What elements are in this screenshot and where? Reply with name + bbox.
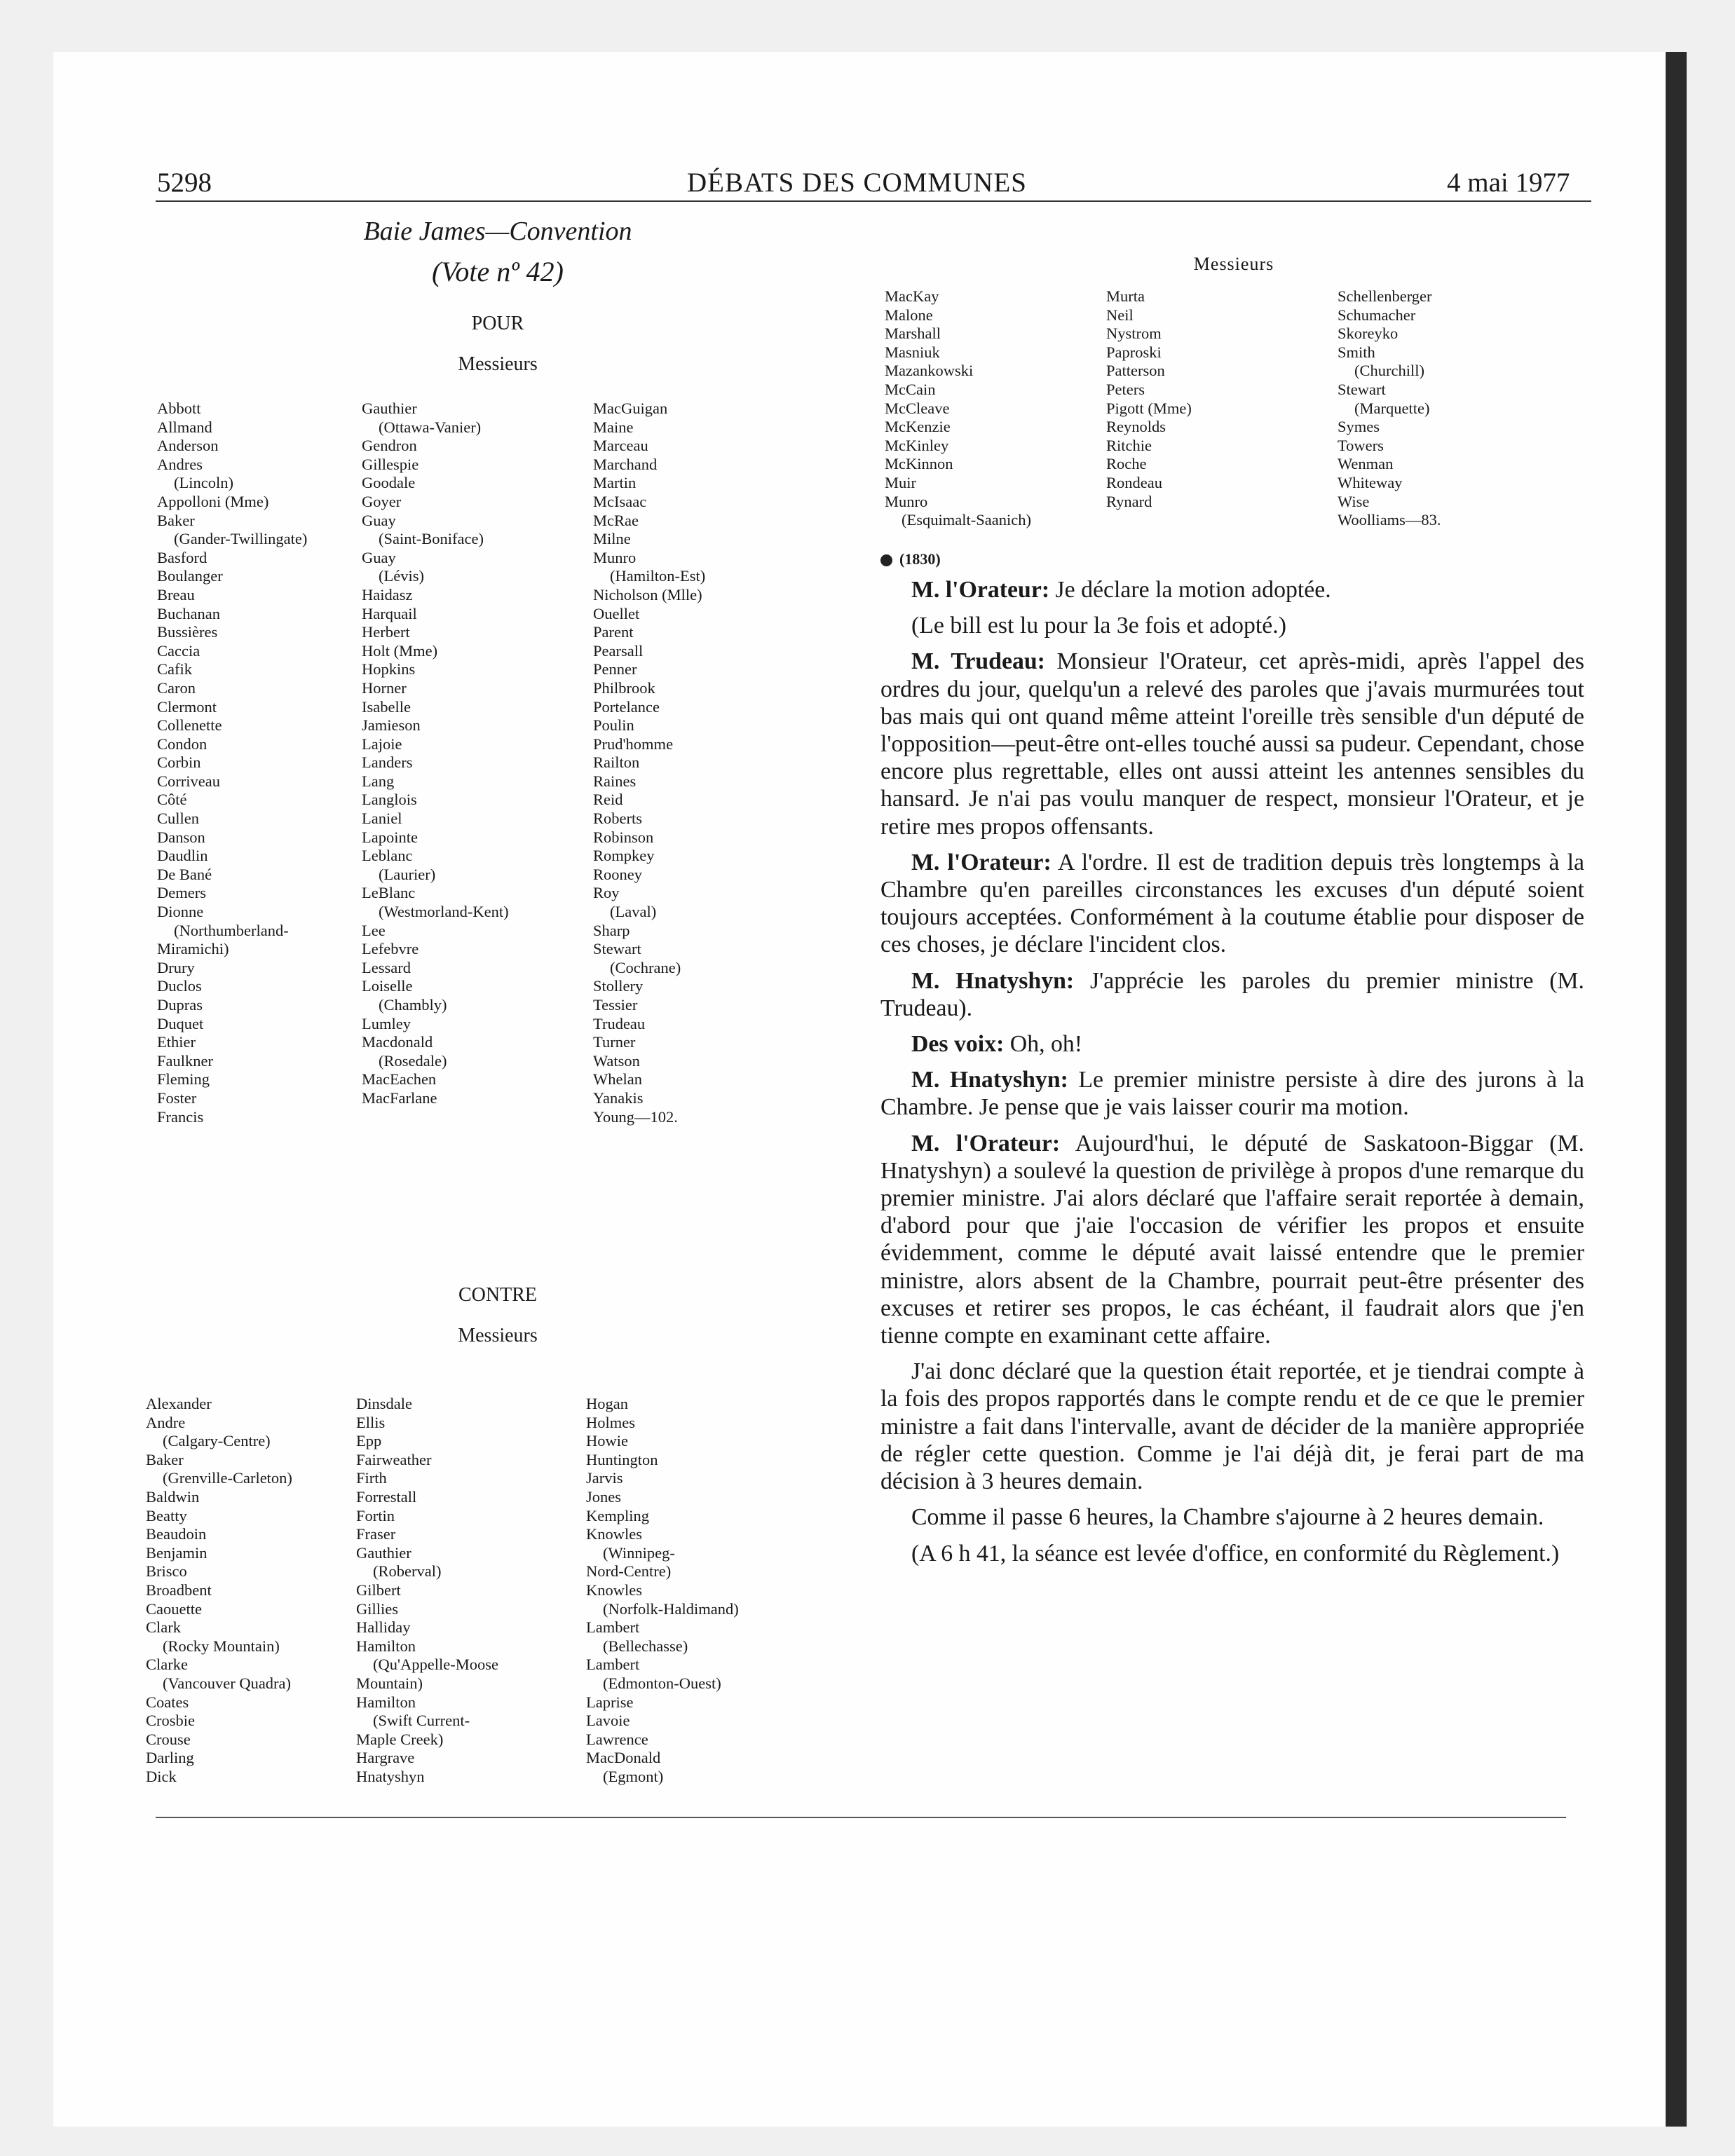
list-item: Faulkner xyxy=(157,1051,213,1070)
list-item: (Hamilton-Est) xyxy=(610,567,706,585)
list-item: Lumley xyxy=(362,1014,411,1032)
list-item: (Westmorland-Kent) xyxy=(379,903,509,921)
list-item: Holmes xyxy=(586,1413,635,1431)
list-item: Hargrave xyxy=(356,1749,415,1767)
list-item: Andres xyxy=(157,455,203,473)
list-item: (Esquimalt-Saanich) xyxy=(901,511,1031,529)
list-item: Dinsdale xyxy=(356,1395,412,1412)
list-item: MacEachen xyxy=(362,1070,437,1089)
list-item: Abbott xyxy=(157,400,201,417)
list-item: Stewart xyxy=(1338,380,1386,398)
pour-column-2 xyxy=(362,400,509,1108)
list-item: Towers xyxy=(1338,436,1384,454)
list-item: De Bané xyxy=(157,865,212,883)
list-item: Duclos xyxy=(157,977,202,995)
list-item: Firth xyxy=(356,1469,387,1487)
list-item: (Swift Current- xyxy=(373,1712,470,1730)
list-item: McCleave xyxy=(885,399,950,417)
list-item: Poulin xyxy=(593,716,634,735)
list-item: Landers xyxy=(362,753,413,772)
list-item: LeBlanc xyxy=(362,884,416,902)
list-item: Ritchie xyxy=(1106,436,1152,454)
list-item: Hnatyshyn xyxy=(356,1767,425,1785)
list-item: Breau xyxy=(157,585,195,603)
list-item: Murta xyxy=(1106,287,1145,305)
list-item: Jones xyxy=(586,1487,621,1506)
list-item: (Calgary-Centre) xyxy=(163,1432,271,1450)
list-item: Crouse xyxy=(146,1730,191,1748)
list-item: Yanakis xyxy=(593,1089,644,1107)
list-item: Turner xyxy=(593,1033,636,1051)
list-item: Duquet xyxy=(157,1014,204,1032)
list-item: Cafik xyxy=(157,660,192,678)
list-item: Baldwin xyxy=(146,1487,200,1506)
list-item: Langlois xyxy=(362,791,417,809)
paragraph xyxy=(880,576,1584,603)
paragraph xyxy=(880,648,1584,840)
list-item: McKinley xyxy=(885,436,949,454)
list-item: Trudeau xyxy=(593,1014,646,1032)
list-item: Gillies xyxy=(356,1599,398,1618)
list-item: Caron xyxy=(157,678,196,697)
list-item: Philbrook xyxy=(593,678,655,697)
list-item: Macdonald xyxy=(362,1033,433,1051)
pour-column-3 xyxy=(593,400,705,1126)
list-item: Mountain) xyxy=(356,1674,423,1692)
paragraph-text: Monsieur l'Orateur, cet après-midi, après l'appel des ordres du jour, quelqu'un a relevé des paroles que j'avais murmurées tout bas mais qui ont quand même atteint l'oreille très sensible d'un député de l'opposition—peut-être ont-elles touché aussi sa pudeur. Cependant, chose encore plus regrettable, elles ont aussi atteint les antennes sensibles du hansard. Je n'ai pas voulu manquer de respect, monsieur l'Orateur, et je retire mes propos offensants. xyxy=(880,648,1584,840)
list-item: Smith xyxy=(1338,343,1375,361)
list-item: Ellis xyxy=(356,1413,386,1431)
list-item: Maple Creek) xyxy=(356,1730,444,1748)
list-item: Beaudoin xyxy=(146,1525,207,1543)
list-item: Hogan xyxy=(586,1395,628,1412)
list-item: Gauthier xyxy=(362,400,417,417)
list-item: Ethier xyxy=(157,1033,196,1051)
list-item: (Roberval) xyxy=(373,1562,442,1581)
list-item: MacKay xyxy=(885,287,939,305)
speaker-name: M. Hnatyshyn: xyxy=(911,967,1075,994)
list-item: Tessier xyxy=(593,996,638,1014)
paragraph xyxy=(880,849,1584,959)
contre-heading: CONTRE xyxy=(458,1284,537,1306)
list-item: Fairweather xyxy=(356,1450,432,1468)
list-item: Penner xyxy=(593,660,637,678)
time-marker-text: (1830) xyxy=(899,550,941,568)
list-item: Sharp xyxy=(593,921,630,939)
paragraph xyxy=(880,967,1584,1022)
list-item: Mazankowski xyxy=(885,362,974,380)
list-item: Herbert xyxy=(362,623,410,641)
paragraph-text: Aujourd'hui, le député de Saskatoon-Biggar (M. Hnatyshyn) a soulevé la question de privilège à propos d'une remarque du premier ministre. J'ai alors déclaré que l'affaire serait reportée à demain, d'abord pour que j'aie l'occasion de vérifier les propos et ensuite évidemment, comme le député avait laissé entendre que le premier ministre, alors absent de la Chambre, pourrait peut-être présenter des excuses et retirer ses propos, le cas échéant, il faudrait alors que j'en tienne compte en examinant cette affaire. xyxy=(880,1130,1584,1349)
list-item: Clermont xyxy=(157,697,217,716)
speaker-name: M. l'Orateur: xyxy=(911,577,1050,603)
list-item: Boulanger xyxy=(157,567,223,585)
contre-column-5 xyxy=(1106,287,1192,511)
list-item: Gauthier xyxy=(356,1543,411,1562)
list-item: Nicholson (Mlle) xyxy=(593,585,702,603)
list-item: Caccia xyxy=(157,641,200,660)
list-item: Whelan xyxy=(593,1070,642,1089)
list-item: McKenzie xyxy=(885,418,951,436)
list-item: MacDonald xyxy=(586,1749,661,1767)
list-item: Gillespie xyxy=(362,455,419,473)
list-item: (Rocky Mountain) xyxy=(163,1637,280,1655)
list-item: Anderson xyxy=(157,437,219,455)
speaker-name: M. Trudeau: xyxy=(911,648,1045,675)
speaker-name: Des voix: xyxy=(911,1031,1005,1058)
list-item: Patterson xyxy=(1106,362,1165,380)
list-item: Fleming xyxy=(157,1070,210,1089)
list-item: Harquail xyxy=(362,604,417,622)
list-item: Knowles xyxy=(586,1581,642,1599)
list-item: Munro xyxy=(593,548,637,566)
list-item: Lefebvre xyxy=(362,940,419,958)
list-item: Basford xyxy=(157,548,207,566)
list-item: Corriveau xyxy=(157,772,220,790)
list-item: Rondeau xyxy=(1106,473,1162,491)
list-item: Martin xyxy=(593,474,637,492)
list-item: Beatty xyxy=(146,1506,187,1524)
list-item: Fraser xyxy=(356,1525,396,1543)
list-item: Dick xyxy=(146,1767,177,1785)
list-item: McCain xyxy=(885,380,936,398)
list-item: Jamieson xyxy=(362,716,421,735)
speaker-name: M. l'Orateur: xyxy=(911,1130,1061,1157)
list-item: Malone xyxy=(885,306,933,324)
list-item: Rompkey xyxy=(593,847,655,865)
contre-subheading: Messieurs xyxy=(458,1325,538,1346)
contre-column-4 xyxy=(885,287,1031,530)
list-item: Schumacher xyxy=(1338,306,1416,324)
contre-column-1 xyxy=(146,1395,292,1786)
list-item: Reynolds xyxy=(1106,418,1166,436)
paragraph-text: A l'ordre. Il est de tradition depuis très longtemps à la Chambre qu'en pareilles circonstances les excuses d'un député soient toujours acceptées. Conformément à la coutume établie pour disposer de ces choses, je déclare l'incident clos. xyxy=(880,849,1584,958)
list-item: Parent xyxy=(593,623,634,641)
list-item: Laprise xyxy=(586,1693,634,1711)
list-item: Lambert xyxy=(586,1656,640,1674)
list-item: (Edmonton-Ouest) xyxy=(603,1674,721,1692)
vote-number: (Vote nº 42) xyxy=(432,256,564,287)
list-item: Baker xyxy=(157,511,195,529)
list-item: Ouellet xyxy=(593,604,640,622)
list-item: Brisco xyxy=(146,1562,187,1581)
list-item: Leblanc xyxy=(362,847,413,865)
list-item: Buchanan xyxy=(157,604,220,622)
list-item: Drury xyxy=(157,958,195,976)
paragraph-text: Comme il passe 6 heures, la Chambre s'ajourne à 2 heures demain. xyxy=(911,1504,1544,1531)
list-item: Coates xyxy=(146,1693,189,1711)
list-item: Laniel xyxy=(362,810,402,828)
pour-heading: POUR xyxy=(471,313,524,334)
paragraph-text: (Le bill est lu pour la 3e fois et adopté.) xyxy=(911,613,1286,639)
list-item: Clark xyxy=(146,1618,181,1637)
list-item: Epp xyxy=(356,1432,382,1450)
list-item: MacFarlane xyxy=(362,1089,437,1107)
list-item: Lajoie xyxy=(362,735,402,753)
paragraph xyxy=(880,1130,1584,1350)
list-item: Crosbie xyxy=(146,1712,195,1730)
list-item: Rynard xyxy=(1106,492,1152,510)
list-item: Gilbert xyxy=(356,1581,401,1599)
list-item: Darling xyxy=(146,1749,194,1767)
list-item: Danson xyxy=(157,828,205,846)
list-item: Halliday xyxy=(356,1618,411,1637)
list-item: Muir xyxy=(885,473,916,491)
list-item: Marchand xyxy=(593,455,658,473)
paragraph-text: Oh, oh! xyxy=(1004,1031,1083,1058)
list-item: Neil xyxy=(1106,306,1134,324)
list-item: Wenman xyxy=(1338,455,1394,473)
list-item: (Marquette) xyxy=(1354,399,1430,417)
list-item: Paproski xyxy=(1106,343,1162,361)
list-item: Bussières xyxy=(157,623,218,641)
list-item: Fortin xyxy=(356,1506,395,1524)
list-item: Railton xyxy=(593,753,640,772)
scan-edge-bar xyxy=(1666,52,1687,2127)
contre-subheading-2: Messieurs xyxy=(1193,254,1274,274)
contre-column-2 xyxy=(356,1395,498,1786)
debate-text xyxy=(880,576,1584,1576)
list-item: Lapointe xyxy=(362,828,418,846)
paragraph xyxy=(880,612,1584,639)
list-item: (Ottawa-Vanier) xyxy=(379,418,482,436)
list-item: Knowles xyxy=(586,1525,642,1543)
list-item: Robinson xyxy=(593,828,654,846)
list-item: Collenette xyxy=(157,716,222,735)
pour-column-1 xyxy=(157,400,307,1126)
list-item: (Churchill) xyxy=(1354,362,1424,380)
list-item: Isabelle xyxy=(362,697,411,716)
list-item: Gendron xyxy=(362,437,417,455)
vote-title: Baie James—Convention xyxy=(363,217,632,246)
paragraph xyxy=(880,1503,1584,1531)
list-item: Lessard xyxy=(362,958,411,976)
speaker-name: M. l'Orateur: xyxy=(911,849,1052,875)
paragraph-text: J'apprécie les paroles du premier ministre (M. Trudeau). xyxy=(880,967,1584,1021)
list-item: Roberts xyxy=(593,810,642,828)
list-item: (Gander-Twillingate) xyxy=(174,530,308,548)
list-item: Caouette xyxy=(146,1599,202,1618)
list-item: Jarvis xyxy=(586,1469,623,1487)
list-item: Masniuk xyxy=(885,343,940,361)
page-title: DÉBATS DES COMMUNES xyxy=(687,168,1027,198)
list-item: Reid xyxy=(593,791,623,809)
list-item: Skoreyko xyxy=(1338,325,1399,343)
list-item: Côté xyxy=(157,791,187,809)
list-item: Munro xyxy=(885,492,928,510)
list-item: Portelance xyxy=(593,697,660,716)
list-item: (Rosedale) xyxy=(379,1051,447,1070)
pour-subheading: Messieurs xyxy=(458,353,538,375)
list-item: Woolliams—83. xyxy=(1338,511,1441,529)
list-item: (Bellechasse) xyxy=(603,1637,688,1655)
paragraph-text: Le premier ministre persiste à dire des jurons à la Chambre. Je pense que je vais laisser courir ma motion. xyxy=(880,1067,1584,1121)
list-item: Milne xyxy=(593,530,631,548)
list-item: Lambert xyxy=(586,1618,640,1637)
list-item: Stollery xyxy=(593,977,644,995)
list-item: Baker xyxy=(146,1450,184,1468)
paragraph xyxy=(880,1540,1584,1567)
list-item: MacGuigan xyxy=(593,400,668,417)
list-item: Pearsall xyxy=(593,641,644,660)
contre-column-6 xyxy=(1338,287,1441,530)
list-item: Daudlin xyxy=(157,847,208,865)
list-item: McIsaac xyxy=(593,492,647,510)
list-item: (Lévis) xyxy=(379,567,424,585)
list-item: (Qu'Appelle-Moose xyxy=(373,1656,499,1674)
list-item: Howie xyxy=(586,1432,628,1450)
page-number: 5298 xyxy=(157,168,212,198)
list-item: Raines xyxy=(593,772,637,790)
list-item: Alexander xyxy=(146,1395,212,1412)
list-item: Lavoie xyxy=(586,1712,630,1730)
list-item: Rooney xyxy=(593,865,642,883)
list-item: Pigott (Mme) xyxy=(1106,399,1192,417)
list-item: Huntington xyxy=(586,1450,658,1468)
list-item: Maine xyxy=(593,418,634,436)
list-item: Guay xyxy=(362,548,396,566)
list-item: Hamilton xyxy=(356,1693,416,1711)
list-item: (Lincoln) xyxy=(174,474,233,492)
list-item: Corbin xyxy=(157,753,201,772)
paragraph-text: (A 6 h 41, la séance est levée d'office, en conformité du Règlement.) xyxy=(911,1540,1560,1567)
list-item: Peters xyxy=(1106,380,1145,398)
list-item: Forrestall xyxy=(356,1487,417,1506)
list-item: Goyer xyxy=(362,492,402,510)
list-item: Benjamin xyxy=(146,1543,207,1562)
list-item: Schellenberger xyxy=(1338,287,1432,305)
list-item: Condon xyxy=(157,735,207,753)
list-item: Dionne xyxy=(157,903,204,921)
list-item: (Norfolk-Haldimand) xyxy=(603,1599,739,1618)
list-item: Haidasz xyxy=(362,585,413,603)
list-item: Watson xyxy=(593,1051,640,1070)
list-item: (Vancouver Quadra) xyxy=(163,1674,292,1692)
list-item: Cullen xyxy=(157,810,199,828)
list-item: Andre xyxy=(146,1413,186,1431)
list-item: Demers xyxy=(157,884,206,902)
list-item: (Cochrane) xyxy=(610,958,681,976)
footer-rule xyxy=(156,1817,1566,1818)
list-item: Nord-Centre) xyxy=(586,1562,672,1581)
paragraph xyxy=(880,1066,1584,1121)
list-item: Wise xyxy=(1338,492,1370,510)
paragraph-text: J'ai donc déclaré que la question était reportée, et je tiendrai compte à la fois des propos rapportés dans le compte rendu et de ce que le premier ministre a fait dans l'intervalle, avant de décider de la manière appropriée de régler cette question. Comme je l'ai déjà dit, je ferai part de ma décision à 3 heures demain. xyxy=(880,1358,1584,1495)
list-item: Francis xyxy=(157,1107,204,1126)
header-rule xyxy=(156,200,1591,202)
list-item: Young—102. xyxy=(593,1107,678,1126)
list-item: McKinnon xyxy=(885,455,953,473)
list-item: Symes xyxy=(1338,418,1380,436)
list-item: Kempling xyxy=(586,1506,649,1524)
list-item: (Laurier) xyxy=(379,865,436,883)
list-item: Broadbent xyxy=(146,1581,212,1599)
list-item: Hopkins xyxy=(362,660,416,678)
paragraph xyxy=(880,1030,1584,1058)
list-item: Allmand xyxy=(157,418,212,436)
paragraph-text: Je déclare la motion adoptée. xyxy=(1049,577,1331,603)
bullet-icon xyxy=(880,554,892,566)
list-item: (Grenville-Carleton) xyxy=(163,1469,292,1487)
list-item: Marceau xyxy=(593,437,648,455)
list-item: Loiselle xyxy=(362,977,413,995)
paragraph xyxy=(880,1358,1584,1495)
list-item: Appolloni (Mme) xyxy=(157,492,269,510)
list-item: Lawrence xyxy=(586,1730,648,1748)
list-item: Foster xyxy=(157,1089,197,1107)
list-item: Clarke xyxy=(146,1656,188,1674)
list-item: Guay xyxy=(362,511,396,529)
contre-column-3 xyxy=(586,1395,739,1786)
list-item: Goodale xyxy=(362,474,416,492)
list-item: Hamilton xyxy=(356,1637,416,1655)
list-item: (Saint-Boniface) xyxy=(379,530,484,548)
list-item: (Egmont) xyxy=(603,1767,664,1785)
time-marker xyxy=(880,550,941,568)
list-item: Lee xyxy=(362,921,386,939)
list-item: Whiteway xyxy=(1338,473,1403,491)
page-date: 4 mai 1977 xyxy=(1447,168,1570,198)
list-item: Horner xyxy=(362,678,407,697)
list-item: Lang xyxy=(362,772,395,790)
list-item: (Chambly) xyxy=(379,996,447,1014)
speaker-name: M. Hnatyshyn: xyxy=(911,1067,1068,1093)
list-item: McRae xyxy=(593,511,639,529)
list-item: Dupras xyxy=(157,996,203,1014)
list-item: Holt (Mme) xyxy=(362,641,438,660)
list-item: Miramichi) xyxy=(157,940,229,958)
list-item: (Winnipeg- xyxy=(603,1543,675,1562)
list-item: Roy xyxy=(593,884,620,902)
list-item: Prud'homme xyxy=(593,735,674,753)
list-item: (Northumberland- xyxy=(174,921,289,939)
list-item: Roche xyxy=(1106,455,1147,473)
list-item: (Laval) xyxy=(610,903,657,921)
list-item: Nystrom xyxy=(1106,325,1162,343)
list-item: Marshall xyxy=(885,325,941,343)
list-item: Stewart xyxy=(593,940,641,958)
